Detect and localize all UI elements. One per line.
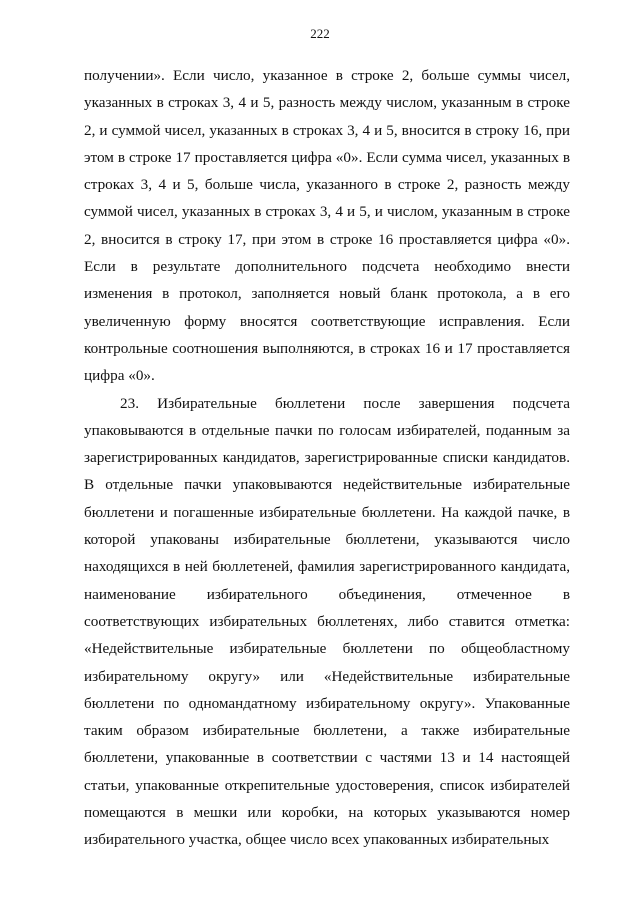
paragraph-item-23: 23. Избирательные бюллетени после завершения подсчета упаковываются в отдельные пачки по голосам избирателей, поданным за зарегистрированных кандидатов, зарегистрированные списки кандидатов. В отдельные пачки упаковываются недействительные избирательные бюллетени и погашенные избирательные бюллетени. На каждой пачке, в которой упакованы избирательные бюллетени, указываются число находящихся в ней бюллетеней, фамилия зарегистрированного кандидата, наименование избирательного объединения, отмеченное в соответствующих избирательных бюллетенях, либо ставится отметка: «Недействительные избирательные бюллетени по общеобластному избирательному округу» или «Недействительные избирательные бюллетени по одномандатному избирательному округу». Упакованные таким образом избирательные бюллетени, а также избирательные бюллетени, упакованные в соответствии с частями 13 и 14 настоящей статьи, упакованные открепительные удостоверения, список избирателей помещаются в мешки или коробки, на которых указываются номер избирательного участка, общее число всех упакованных избирательных xyxy=(84,394,570,849)
paragraph-continuation: получении». Если число, указанное в строке 2, больше суммы чисел, указанных в строках 3, 4 и 5, разность между числом, указанным в строке 2, и суммой чисел, указанных в строках 3, 4 и 5, вносится в строку 16, при этом в строке 17 проставляется цифра «0». Если сумма чисел, указанных в строках 3, 4 и 5, больше числа, указанного в строке 2, разность между суммой чисел, указанных в строках 3, 4 и 5, и числом, указанным в строке 2, вносится в строку 17, при этом в строке 16 проставляется цифра «0». Если в результате дополнительного подсчета необходимо внести изменения в протокол, заполняется новый бланк протокола, а в его увеличенную форму вносятся соответствующие исправления. Если контрольные соотношения выполняются, в строках 16 и 17 проставляется цифра «0». xyxy=(84,67,570,385)
document-body xyxy=(84,62,570,854)
page-number: 222 xyxy=(310,26,330,41)
